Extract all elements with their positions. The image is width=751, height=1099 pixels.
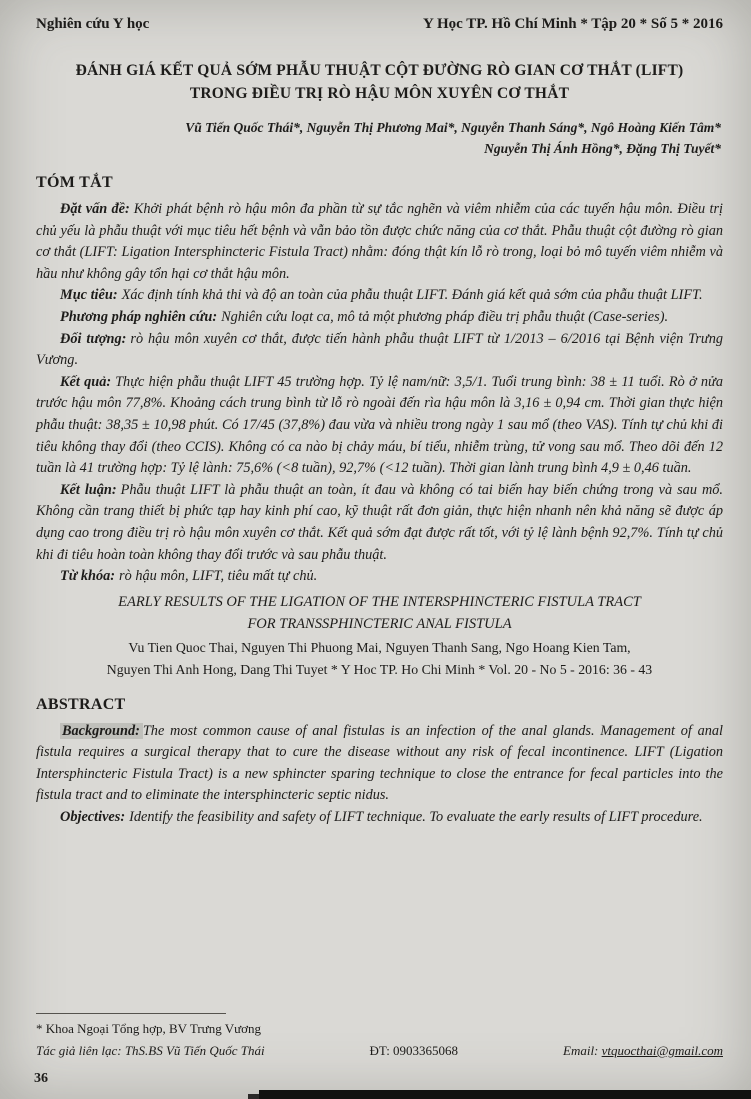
authors-vietnamese <box>36 117 723 159</box>
authors-line2: Nguyễn Thị Ánh Hồng*, Đặng Thị Tuyết* <box>484 141 721 156</box>
paragraph-label: Kết quả: <box>60 373 112 390</box>
paragraph-text: rò hậu môn, LIFT, tiêu mất tự chủ. <box>119 568 318 585</box>
paragraph-label: Đối tượng: <box>60 330 127 347</box>
english-title-line2: FOR TRANSSPHINCTERIC ANAL FISTULA <box>247 615 512 632</box>
abstract-vn-paragraph <box>36 372 723 480</box>
running-head-section: Nghiên cứu Y học <box>36 16 150 32</box>
footnote <box>36 1013 723 1061</box>
paragraph-text: Khởi phát bệnh rò hậu môn đa phần từ sự tắc nghẽn và viêm nhiễm của các tuyến hậu môn. Điều trị chủ yếu là phẫu thuật với mục tiêu hết bệnh và vẫn bảo tồn được chức năng của cơ thắt. Phẫu thuật cột đường rò gian cơ thắt (LIFT: Ligation Intersphincteric Fistula Tract) nhằm: đóng thật kín lỗ rò trong, loại bỏ mô tuyến viêm nhiễm và hầu như không gây tổn hại cơ thắt hậu môn. <box>36 201 723 282</box>
authors-english <box>36 637 723 681</box>
keywords-paragraph <box>36 566 723 588</box>
running-head-journal: Y Học TP. Hồ Chí Minh * Tập 20 * Số 5 * 2016 <box>422 16 723 32</box>
paragraph-label: Từ khóa: <box>60 568 116 585</box>
english-authors-line1: Vu Tien Quoc Thai, Nguyen Thi Phuong Mai, Nguyen Thanh Sang, Ngo Hoang Kien Tam, <box>128 639 631 655</box>
english-authors-line2: Nguyen Thi Anh Hong, Dang Thi Tuyet * Y Hoc TP. Ho Chi Minh * Vol. 20 - No 5 - 2016: 36 - 43 <box>106 661 653 677</box>
article-title-line1: ĐÁNH GIÁ KẾT QUẢ SỚM PHẪU THUẬT CỘT ĐƯỜNG RÒ GIAN CƠ THẮT (LIFT) <box>75 62 684 79</box>
article-title <box>42 59 717 105</box>
section-heading-abstract: ABSTRACT <box>36 695 126 713</box>
authors-line1: Vũ Tiến Quốc Thái*, Nguyễn Thị Phương Mai*, Nguyễn Thanh Sáng*, Ngô Hoàng Kiến Tâm* <box>185 120 721 135</box>
paragraph-text: Identify the feasibility and safety of LIFT technique. To evaluate the early results of LIFT procedure. <box>129 809 703 826</box>
abstract-vn-paragraph <box>36 199 723 285</box>
running-head <box>36 16 723 33</box>
paragraph-text: rò hậu môn xuyên cơ thắt, được tiến hành phẫu thuật LIFT từ 1/2013 – 6/2016 tại Bệnh viện Trưng Vương. <box>36 330 723 369</box>
paragraph-text: The most common cause of anal fistulas is an infection of the anal glands. Management of anal fistula requires a surgical therapy that to cure the disease without any risk of fecal incontinence. LIFT (Ligation Intersphincteric Fistula Tract) is a new sphincter sparing technique to close the entrance for fecal particles into the fistula tract and to eliminate the intersphincteric septic nidus. <box>36 722 723 804</box>
paragraph-label: Mục tiêu: <box>60 287 118 304</box>
footnote-contact: Tác giả liên lạc: ThS.BS Vũ Tiến Quốc Thái <box>36 1043 265 1058</box>
paragraph-text: Thực hiện phẫu thuật LIFT 45 trường hợp. Tỷ lệ nam/nữ: 3,5/1. Tuổi trung bình: 38 ± 11 tuổi. Rò ở nửa trước hậu môn 77,8%. Khoảng cách trung bình từ lỗ rò ngoài đến rìa hậu môn là 3,16 ± 0,94 cm. Thời gian thực hiện phẫu thuật: 38,35 ± 10,98 phút. Có 17/45 (37,8%) đau vừa và nhiều trong ngày 1 sau mổ (theo VAS). Tính tự chủ khi đi tiêu không thay đổi (theo CCIS). Không có ca nào bị chảy máu, bí tiểu, nhiễm trùng, tử vong sau mổ. Theo dõi đến 12 tuần là 41 trường hợp: Tỷ lệ lành: 75,6% (<8 tuần), 92,7% (<12 tuần). Thời gian lành trung bình 4,9 ± 0,46 tuần. <box>36 373 723 477</box>
paragraph-label: Kết luận: <box>60 481 117 498</box>
footnote-phone: ĐT: 0903365068 <box>369 1043 459 1058</box>
paragraph-label: Objectives: <box>60 809 126 826</box>
footnote-affiliation: * Khoa Ngoại Tổng hợp, BV Trưng Vương <box>36 1021 262 1036</box>
paragraph-text: Nghiên cứu loạt ca, mô tả một phương pháp điều trị phẫu thuật (Case-series). <box>221 308 669 325</box>
paragraph-text: Xác định tính khả thi và độ an toàn của phẫu thuật LIFT. Đánh giá kết quả sớm của phẫu thuật LIFT. <box>121 287 703 304</box>
abstract-vn-paragraph <box>36 480 723 566</box>
paragraph-label: Background: <box>60 723 143 739</box>
page-number: 36 <box>34 1071 48 1086</box>
footnote-email <box>563 1041 723 1061</box>
abstract-vn-paragraph <box>36 307 723 329</box>
abstract-vn-paragraph <box>36 329 723 372</box>
abstract-en-paragraph <box>36 807 723 829</box>
email-link[interactable]: vtquocthai@gmail.com <box>601 1043 723 1058</box>
abstract-vn-paragraph <box>36 285 723 307</box>
article-title-line2: TRONG ĐIỀU TRỊ RÒ HẬU MÔN XUYÊN CƠ THẮT <box>189 85 570 102</box>
section-heading-tomtat: TÓM TẮT <box>36 174 113 191</box>
english-title <box>36 591 723 635</box>
scan-artifact <box>259 1090 751 1099</box>
footnote-contact-line <box>36 1041 723 1061</box>
footnote-rule <box>36 1013 226 1014</box>
abstract-en-paragraph <box>36 721 723 807</box>
paragraph-label: Phương pháp nghiên cứu: <box>60 308 218 325</box>
paragraph-text: Phẫu thuật LIFT là phẫu thuật an toàn, ít đau và không có tai biến hay biến chứng trong và sau mổ. Không cần trang thiết bị phức tạp hay kinh phí cao, kỹ thuật rất đơn giản, thực hiện nhanh nên khả năng sẽ được áp dụng cao trong điều trị rò hậu môn xuyên cơ thắt. Kết quả sớm đạt được rất tốt, với tỷ lệ lành bệnh 92,7%. Tính tự chủ khi đi tiêu hoàn toàn không thay đổi trước và sau phẫu thuật. <box>36 481 723 563</box>
email-label: Email: <box>563 1043 599 1058</box>
english-title-line1: EARLY RESULTS OF THE LIGATION OF THE INTERSPHINCTERIC FISTULA TRACT <box>118 593 641 610</box>
paragraph-label: Đặt vấn đề: <box>60 201 130 217</box>
